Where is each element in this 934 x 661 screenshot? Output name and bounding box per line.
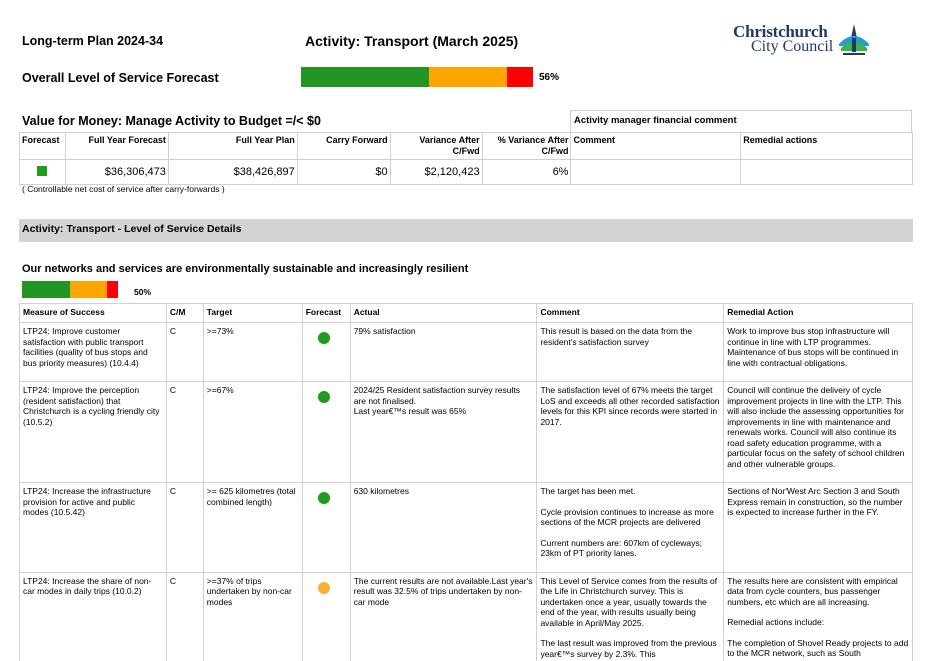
remedial-paragraph: The completion of Shovel Ready projects to add to the MCR network, such as South: [727, 637, 909, 658]
target-cell: >= 625 kilometres (total combined length): [203, 483, 302, 573]
comment-value: [571, 160, 741, 185]
actual-cell: 79% satisfaction: [350, 323, 537, 382]
los-row: [20, 323, 913, 382]
bar-segment: [107, 281, 118, 298]
financial-table: [19, 132, 913, 185]
bar-segment: [301, 67, 429, 87]
goal-title: Our networks and services are environmentally sustainable and increasingly resilient: [22, 263, 469, 275]
remedial-paragraph: Remedial actions include:: [727, 617, 825, 627]
actual-cell: The current results are not available.Last year's result was 32.5% of trips undertaken by non-car mode: [350, 572, 537, 661]
header-los-comment: Comment: [537, 304, 724, 323]
target-cell: >=73%: [203, 323, 302, 382]
variance-value: $2,120,423: [390, 160, 482, 185]
actual-cell: 630 kilometres: [350, 483, 537, 573]
cm-cell: C: [166, 483, 203, 573]
target-cell: >=37% of trips undertaken by non-car modes: [203, 572, 302, 661]
remedial-paragraph: The results here are consistent with empirical data from cycle counters, bus passenger numbers, etc which are all increasing.: [727, 575, 898, 607]
header-forecast: Forecast: [20, 133, 66, 160]
remedial-paragraph: Council will continue the delivery of cycle improvement projects in line with the LTP. This will also include the assessing opportunities for improvements in line with maintenance and renewals works. Council will also continue its road safety education programme, with a particular focus on the safety of school children and other vulnerable groups.: [727, 385, 905, 469]
remedial-cell: [724, 382, 913, 483]
measure-cell: LTP24: Increase the share of non-car modes in daily trips (10.0.2): [20, 572, 167, 661]
financial-data-row: [20, 160, 913, 185]
comment-cell: [537, 323, 724, 382]
comment-paragraph: This Level of Service comes from the results of the Life in Christchurch survey. This is undertaken once a year, usually towards the end of the year, with results usually being available in April/May 2025.: [540, 575, 718, 628]
comment-paragraph: Cycle provision continues to increase as more sections of the MCR projects are delivered: [540, 506, 714, 527]
comment-cell: [537, 382, 724, 483]
forecast-square-icon: [37, 166, 47, 176]
header-cm: C/M: [166, 304, 203, 323]
los-table: [19, 303, 913, 661]
financial-header-row: [20, 133, 913, 160]
header-full-year-forecast: Full Year Forecast: [65, 133, 168, 160]
logo-line1: Christchurch: [733, 22, 828, 41]
measure-cell: LTP24: Improve customer satisfaction with public transport facilities (quality of bus stops and bus priority measures) (10.4.4): [20, 323, 167, 382]
goal-percent: 50%: [134, 287, 152, 297]
remedial-value: [741, 160, 913, 185]
forecast-dot-icon: [318, 391, 330, 403]
full-year-plan-value: $38,426,897: [168, 160, 297, 185]
header-remedial-action: Remedial Action: [724, 304, 913, 323]
measure-cell: LTP24: Improve the perception (resident satisfaction) that Christchurch is a cycling friendly city (10.5.2): [20, 382, 167, 483]
header-full-year-plan: Full Year Plan: [168, 133, 297, 160]
forecast-dot-icon: [318, 332, 330, 344]
header-variance: Variance After C/Fwd: [390, 133, 482, 160]
bar-segment: [429, 67, 508, 87]
forecast-cell: [302, 483, 350, 573]
remedial-cell: [724, 323, 913, 382]
target-cell: >=67%: [203, 382, 302, 483]
financial-note: ( Controllable net cost of service after carry-forwards ): [22, 184, 225, 194]
header-target: Target: [203, 304, 302, 323]
plan-title: Long-term Plan 2024-34: [22, 34, 164, 48]
overall-los-percent: 56%: [539, 72, 560, 83]
actual-cell: 2024/25 Resident satisfaction survey results are not finalised. Last year€™s result was 65%: [350, 382, 537, 483]
header-carry-forward: Carry Forward: [297, 133, 390, 160]
remedial-cell: [724, 483, 913, 573]
measure-cell: LTP24: Increase the infrastructure provision for active and public modes (10.5.42): [20, 483, 167, 573]
los-details-band: Activity: Transport - Level of Service Details: [19, 219, 913, 242]
forecast-dot-icon: [318, 582, 330, 594]
header-los-forecast: Forecast: [302, 304, 350, 323]
header-pct-variance: % Variance After C/Fwd: [482, 133, 571, 160]
comment-cell: [537, 483, 724, 573]
cm-cell: C: [166, 572, 203, 661]
los-row: [20, 572, 913, 661]
comment-paragraph: This result is based on the data from the resident's satisfaction survey: [540, 326, 693, 347]
bar-segment: [507, 67, 533, 87]
remedial-paragraph: Sections of Nor'West Arc Section 3 and South Express remain in construction, so the number is expected to increase further in the FY.: [727, 486, 903, 517]
cathedral-icon: [837, 22, 871, 56]
comment-paragraph: The satisfaction level of 67% meets the target LoS and exceeds all other recorded satisfaction levels for this KPI since records were started in 2017.: [540, 385, 720, 427]
remedial-cell: [724, 572, 913, 661]
logo-line2: City Council: [751, 38, 834, 55]
forecast-cell: [20, 160, 66, 185]
remedial-paragraph: Work to improve bus stop infrastructure will continue in line with LTP programmes. Maintenance of bus stops will be continued in line with contractual obligations.: [727, 326, 899, 368]
forecast-cell: [302, 323, 350, 382]
header-actual: Actual: [350, 304, 537, 323]
carry-forward-value: $0: [297, 160, 390, 185]
forecast-cell: [302, 572, 350, 661]
header-remedial: Remedial actions: [741, 133, 913, 160]
forecast-dot-icon: [318, 492, 330, 504]
los-header-row: [20, 304, 913, 323]
los-row: [20, 483, 913, 573]
bar-segment: [70, 281, 107, 298]
vfm-title: Value for Money: Manage Activity to Budget =/< $0: [22, 114, 321, 128]
activity-title: Activity: Transport (March 2025): [305, 33, 519, 49]
comment-cell: [537, 572, 724, 661]
pct-variance-value: 6%: [482, 160, 571, 185]
overall-los-label: Overall Level of Service Forecast: [22, 71, 219, 85]
goal-bar: [22, 281, 118, 298]
header-measure: Measure of Success: [20, 304, 167, 323]
council-logo: [733, 22, 873, 56]
comment-paragraph: The target has been met.: [540, 486, 636, 496]
comment-paragraph: The last result was improved from the previous year€™s survey by 2.3%. This: [540, 638, 717, 659]
los-body: [20, 323, 913, 661]
overall-los-bar: [301, 67, 533, 87]
manager-comment-title: Activity manager financial comment: [570, 110, 912, 132]
header-comment: Comment: [571, 133, 741, 160]
comment-paragraph: Current numbers are: 607km of cycleways; 23km of PT priority lanes.: [540, 537, 703, 558]
cm-cell: C: [166, 323, 203, 382]
full-year-forecast-value: $36,306,473: [65, 160, 168, 185]
cm-cell: C: [166, 382, 203, 483]
bar-segment: [22, 281, 70, 298]
forecast-cell: [302, 382, 350, 483]
los-row: [20, 382, 913, 483]
